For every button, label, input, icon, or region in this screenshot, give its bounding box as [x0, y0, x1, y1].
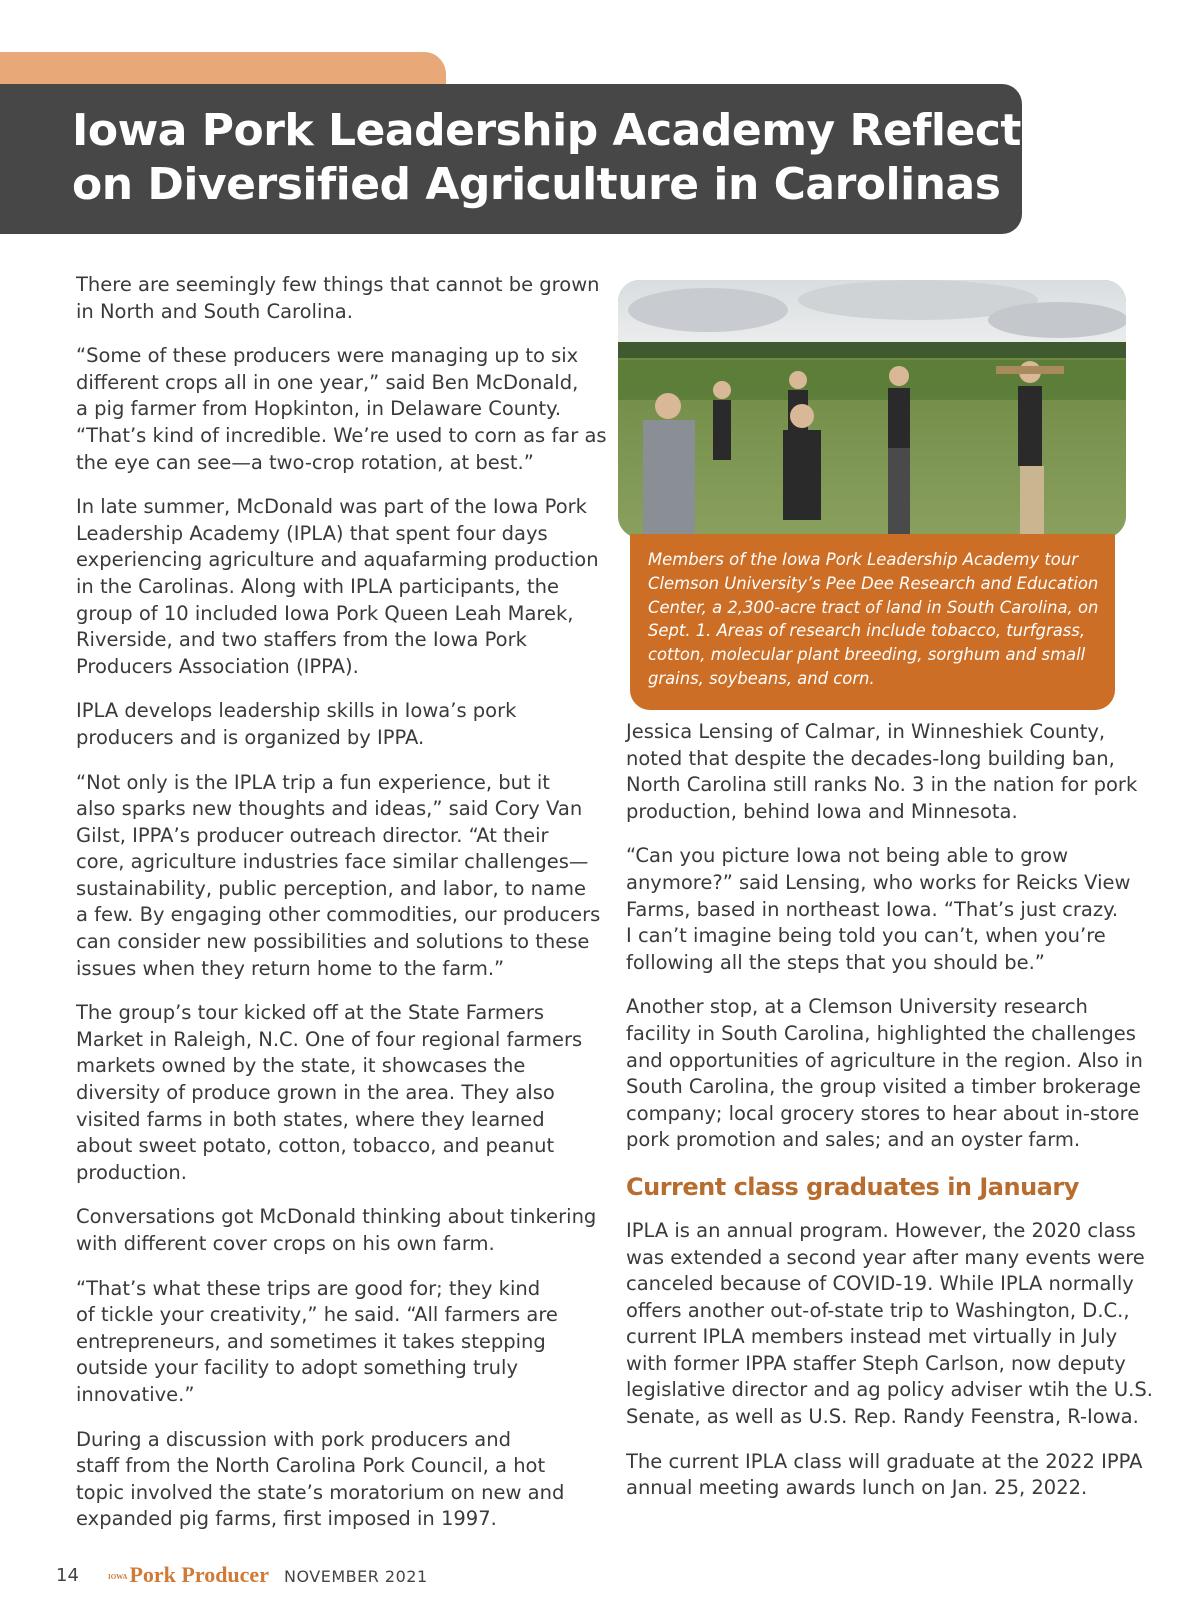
paragraph [626, 994, 1146, 1154]
caption-line: Members of the Iowa Pork Leadership Academy tour [648, 550, 1078, 569]
text-line: North Carolina still ranks No. 3 in the nation for pork [626, 773, 1138, 797]
text-line: also sparks new thoughts and ideas,” said Cory Van [76, 797, 583, 821]
caption-line: Sept. 1. Areas of research include tobacco, turfgrass, [648, 621, 1086, 641]
text-line: facility in South Carolina, highlighted the challenges [626, 1021, 1136, 1045]
text-line: Farms, based in northeast Iowa. “That’s just crazy. [626, 897, 1119, 921]
text-line: core, agriculture industries face similar challenges— [76, 850, 589, 874]
text-line: expanded pig farms, first imposed in 1997. [76, 1507, 497, 1531]
text-line: about sweet potato, cotton, tobacco, and peanut [76, 1134, 555, 1158]
paragraph [626, 719, 1146, 825]
text-line: “Some of these producers were managing up to six [76, 344, 579, 368]
text-line: In late summer, McDonald was part of the Iowa Pork [76, 495, 587, 519]
text-line: and opportunities of agriculture in the region. Also in [626, 1048, 1143, 1072]
logo-small-text: IOWA [108, 1572, 128, 1581]
text-line: legislative director and ag policy adviser wtih the U.S. [626, 1378, 1153, 1402]
text-line: in the Carolinas. Along with IPLA participants, the [76, 574, 559, 598]
text-line: a pig farmer from Hopkinton, in Delaware County. [76, 397, 562, 421]
paragraph [76, 343, 607, 476]
text-line: “That’s kind of incredible. We’re used to corn as far as [76, 423, 607, 447]
paragraph [626, 1449, 1146, 1502]
text-line: production. [76, 1160, 187, 1184]
title-line: on Diversified Agriculture in Carolinas [72, 159, 1001, 210]
paragraph [76, 272, 600, 325]
text-line: production, behind Iowa and Minnesota. [626, 799, 1018, 823]
text-line: The group’s tour kicked off at the State Farmers [76, 1001, 544, 1025]
logo-text: Pork Producer [129, 1562, 269, 1587]
text-line: anymore?” said Lensing, who works for Reicks View [626, 870, 1131, 894]
text-line: offers another out-of-state trip to Washington, D.C., [626, 1298, 1130, 1322]
field-tour-photo-illustration [618, 280, 1126, 538]
right-column [626, 719, 1153, 1520]
text-line: Market in Raleigh, N.C. One of four regional farmers [76, 1027, 583, 1051]
text-line: with former IPPA staffer Steph Carlson, now deputy [626, 1351, 1126, 1375]
text-line: Leadership Academy (IPLA) that spent four days [76, 521, 548, 545]
text-line: company; local grocery stores to hear about in-store [626, 1101, 1140, 1125]
text-line: I can’t imagine being told you can’t, when you’re [626, 924, 1106, 948]
text-line: entrepreneurs, and sometimes it takes stepping [76, 1329, 546, 1353]
text-line: issues when they return home to the farm.” [76, 956, 505, 980]
paragraph [76, 1276, 596, 1409]
caption-line: Clemson University’s Pee Dee Research and Education [648, 573, 1099, 593]
text-line: experiencing agriculture and aquafarming production [76, 548, 599, 572]
page-title [72, 104, 1047, 212]
issue-date: NOVEMBER 2021 [284, 1567, 428, 1586]
text-line: of tickle your creativity,” he said. “All farmers are [76, 1303, 558, 1327]
paragraph [76, 1000, 596, 1186]
text-line: “That’s what these trips are good for; they kind [76, 1276, 541, 1300]
text-line: producers and is organized by IPPA. [76, 725, 425, 749]
text-line: Jessica Lensing of Calmar, in Winneshiek County, [626, 720, 1106, 743]
text-line: staff from the North Carolina Pork Council, a hot [76, 1454, 546, 1478]
text-line: The current IPLA class will graduate at the 2022 IPPA [626, 1449, 1143, 1473]
text-line: pork promotion and sales; and an oyster farm. [626, 1128, 1081, 1152]
text-line: During a discussion with pork producers and [76, 1427, 511, 1451]
text-line: different crops all in one year,” said Ben McDonald, [76, 370, 579, 394]
text-line: markets owned by the state, it showcases the [76, 1054, 526, 1078]
text-line: Riverside, and two staffers from the Iowa Pork [76, 628, 527, 652]
text-line: topic involved the state’s moratorium on new and [76, 1480, 565, 1504]
text-line: outside your facility to adopt something truly [76, 1356, 518, 1380]
text-line: annual meeting awards lunch on Jan. 25, 2022. [626, 1476, 1088, 1500]
paragraph [76, 1204, 596, 1257]
page-number: 14 [56, 1565, 79, 1586]
text-line: in North and South Carolina. [76, 299, 353, 323]
field-tour-photo [618, 280, 1126, 538]
publication-logo [108, 1562, 269, 1592]
paragraph [76, 494, 599, 680]
text-line: canceled because of COVID-19. While IPLA normally [626, 1272, 1134, 1296]
title-line: Iowa Pork Leadership Academy Reflects [72, 105, 1047, 156]
paragraph [626, 843, 1146, 976]
text-line: current IPLA members instead met virtually in July [626, 1325, 1118, 1349]
paragraph [76, 1427, 596, 1533]
text-line: with different cover crops on his own farm. [76, 1232, 495, 1255]
paragraph [76, 770, 601, 983]
text-line: Senate, as well as U.S. Rep. Randy Feenstra, R-Iowa. [626, 1405, 1139, 1429]
caption-line: Center, a 2,300-acre tract of land in South Carolina, on [648, 597, 1099, 617]
left-column [76, 272, 607, 1551]
text-line: There are seemingly few things that cannot be grown [76, 273, 600, 296]
photo-caption [648, 548, 1108, 691]
text-line: “Not only is the IPLA trip a fun experience, but it [76, 770, 550, 794]
text-line: diversity of produce grown in the area. They also [76, 1081, 555, 1105]
section-subheading: Current class graduates in January [626, 1172, 1079, 1201]
text-line: South Carolina, the group visited a timber brokerage [626, 1075, 1141, 1099]
text-line: Another stop, at a Clemson University research [626, 995, 1088, 1019]
text-line: Gilst, IPPA’s producer outreach director. “At their [76, 823, 549, 847]
text-line: Producers Association (IPPA). [76, 654, 359, 678]
paragraph [76, 698, 596, 751]
text-line: visited farms in both states, where they learned [76, 1107, 545, 1131]
paragraph [626, 1218, 1153, 1431]
text-line: can consider new possibilities and solutions to these [76, 930, 590, 954]
text-line: was extended a second year after many events were [626, 1245, 1145, 1269]
caption-line: cotton, molecular plant breeding, sorghum and small [648, 645, 1086, 665]
text-line: Conversations got McDonald thinking about tinkering [76, 1205, 597, 1229]
text-line: “Can you picture Iowa not being able to grow [626, 844, 1069, 868]
text-line: group of 10 included Iowa Pork Queen Leah Marek, [76, 601, 574, 625]
text-line: IPLA develops leadership skills in Iowa’s pork [76, 699, 517, 723]
text-line: IPLA is an annual program. However, the 2020 class [626, 1218, 1136, 1242]
text-line: following all the steps that you should be.” [626, 950, 1045, 974]
text-line: innovative.” [76, 1382, 195, 1406]
text-line: noted that despite the decades-long building ban, [626, 746, 1115, 770]
caption-line: grains, soybeans, and corn. [648, 668, 875, 688]
text-line: sustainability, public perception, and labor, to name [76, 876, 586, 900]
text-line: a few. By engaging other commodities, our producers [76, 903, 601, 927]
text-line: the eye can see—a two-crop rotation, at best.” [76, 450, 534, 474]
